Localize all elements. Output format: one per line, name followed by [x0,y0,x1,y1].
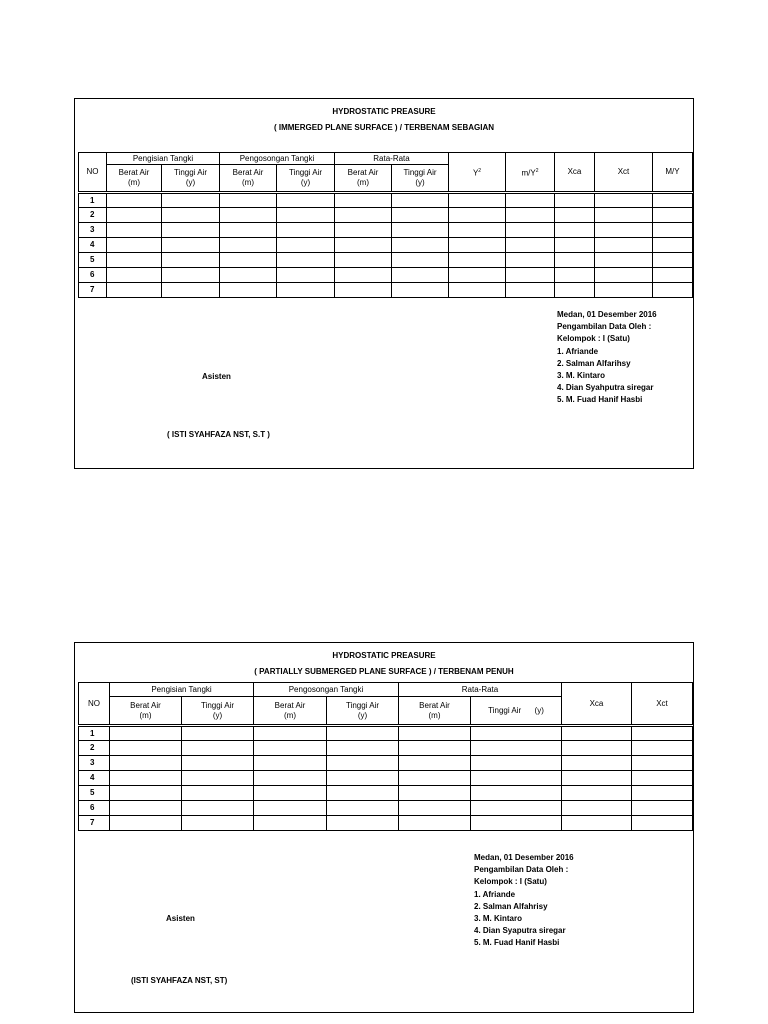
table-cell [595,253,653,268]
table-cell [595,193,653,208]
table-cell [335,268,392,283]
table-cell [182,756,254,771]
table-cell [182,771,254,786]
table-cell [471,726,562,741]
signature-block [557,309,657,407]
table-cell [562,786,632,801]
row-number: 6 [79,801,110,816]
table-cell [555,283,595,298]
table-cell [506,208,555,223]
table-cell [506,238,555,253]
table-cell [653,238,693,253]
table-cell [399,726,471,741]
table-cell [471,741,562,756]
table-cell [220,283,277,298]
asisten-label: Asisten [166,914,195,923]
table-cell [392,253,449,268]
table-cell [335,223,392,238]
table-cell [471,756,562,771]
table-cell [254,786,327,801]
asisten-name: (ISTI SYAHFAZA NST, ST) [131,976,228,985]
table-row [79,193,693,208]
table-row [79,786,693,801]
table-cell [220,193,277,208]
member-item: 2. Salman Alfarihsy [557,358,631,368]
table-cell [162,193,220,208]
header-berat-air: Berat Air (m) [399,697,471,726]
table-cell [335,253,392,268]
table-cell [110,726,182,741]
table-cell [220,253,277,268]
member-item: 2. Salman Alfahrisy [474,901,548,911]
sheet-title: HYDROSTATIC PREASURE [332,651,436,660]
signature-block [474,852,574,950]
header-tinggi-air: Tinggi Air (y) [277,165,335,193]
table-cell [595,238,653,253]
table-cell [162,253,220,268]
table-cell [110,816,182,831]
table-cell [449,238,506,253]
table-cell [277,223,335,238]
table-cell [632,741,693,756]
member-item: 5. M. Fuad Hanif Hasbi [557,395,643,405]
table-cell [392,238,449,253]
table-cell [471,786,562,801]
group-label: Kelompok : I (Satu) [557,334,630,344]
table-cell [449,268,506,283]
header-xca: Xca [555,153,595,193]
table-cell [110,801,182,816]
header-pengosongan: Pengosongan Tangki [220,153,335,165]
table-row [79,283,693,298]
table-row [79,801,693,816]
table-cell [182,816,254,831]
table-cell [471,816,562,831]
table-cell [653,283,693,298]
table-cell [254,756,327,771]
table-cell [182,801,254,816]
data-sheet-partially-submerged [74,642,694,1013]
table-cell [254,801,327,816]
table-cell [107,268,162,283]
table-row [79,771,693,786]
table-cell [632,816,693,831]
table-cell [562,771,632,786]
header-m-y: M/Y [653,153,693,193]
table-row [79,268,693,283]
header-rata-rata: Rata-Rata [399,683,562,697]
table-cell [277,193,335,208]
header-pengisian: Pengisian Tangki [110,683,254,697]
sheet-subtitle: ( PARTIALLY SUBMERGED PLANE SURFACE ) / TERBENAM PENUH [254,667,514,676]
table-cell [555,253,595,268]
row-number: 1 [79,726,110,741]
table-cell [254,816,327,831]
header-rata-rata: Rata-Rata [335,153,449,165]
table-row [79,741,693,756]
asisten-name: ( ISTI SYAHFAZA NST, S.T ) [167,430,270,439]
asisten-label: Asisten [202,372,231,381]
table-row [79,238,693,253]
table-cell [399,786,471,801]
sheet-subtitle: ( IMMERGED PLANE SURFACE ) / TERBENAM SEBAGIAN [273,123,494,132]
table-cell [277,268,335,283]
table-cell [254,726,327,741]
table-cell [392,193,449,208]
table-cell [653,253,693,268]
table-cell [327,786,399,801]
table-cell [555,223,595,238]
table-cell [110,756,182,771]
table-cell [220,268,277,283]
member-item: 4. Dian Syaputra siregar [474,926,566,936]
place-date: Medan, 01 Desember 2016 [474,853,574,862]
table-cell [220,223,277,238]
header-xct: Xct [632,683,693,726]
table-cell [392,208,449,223]
member-item: 1. Afriande [474,889,516,899]
table-row [79,816,693,831]
row-number: 4 [79,771,110,786]
table-row [79,253,693,268]
row-number: 1 [79,193,107,208]
data-table [78,152,693,298]
table-cell [327,741,399,756]
table-cell [277,208,335,223]
table-cell [162,208,220,223]
table-cell [506,223,555,238]
table-cell [399,756,471,771]
header-tinggi-air: Tinggi Air (y) [471,697,562,726]
member-item: 4. Dian Syahputra siregar [557,383,654,393]
table-cell [327,756,399,771]
table-cell [327,726,399,741]
table-cell [107,208,162,223]
row-number: 7 [79,283,107,298]
table-cell [555,268,595,283]
table-cell [392,268,449,283]
table-cell [595,268,653,283]
table-cell [335,193,392,208]
table-cell [327,801,399,816]
table-cell [595,208,653,223]
table-cell [162,223,220,238]
sheet-title: HYDROSTATIC PREASURE [332,107,436,116]
header-berat-air: Berat Air (m) [107,165,162,193]
table-cell [632,726,693,741]
table-cell [162,268,220,283]
table-cell [555,238,595,253]
row-number: 4 [79,238,107,253]
table-cell [449,283,506,298]
table-cell [562,756,632,771]
table-cell [471,801,562,816]
place-date: Medan, 01 Desember 2016 [557,310,657,319]
table-cell [595,283,653,298]
table-cell [449,253,506,268]
data-sheet-immerged [74,98,694,469]
table-cell [107,283,162,298]
table-cell [110,771,182,786]
taken-by: Pengambilan Data Oleh : [557,322,652,332]
group-label: Kelompok : I (Satu) [474,877,547,887]
table-cell [562,801,632,816]
table-cell [335,238,392,253]
table-cell [107,253,162,268]
table-cell [277,238,335,253]
table-cell [653,193,693,208]
table-row [79,726,693,741]
table-cell [399,801,471,816]
table-cell [220,238,277,253]
table-cell [277,253,335,268]
table-cell [392,223,449,238]
table-cell [399,741,471,756]
header-berat-air: Berat Air (m) [110,697,182,726]
row-number: 6 [79,268,107,283]
header-tinggi-air: Tinggi Air (y) [327,697,399,726]
row-number: 5 [79,253,107,268]
member-item: 3. M. Kintaro [474,914,523,924]
table-cell [555,208,595,223]
table-cell [182,726,254,741]
header-tinggi-air: Tinggi Air (y) [392,165,449,193]
member-item: 5. M. Fuad Hanif Hasbi [474,938,560,948]
table-cell [182,741,254,756]
table-cell [471,771,562,786]
data-table [78,682,693,831]
table-cell [399,771,471,786]
table-cell [392,283,449,298]
header-no: NO [79,153,107,193]
header-y2: $Y^2$ [449,153,506,193]
table-cell [632,786,693,801]
header-no: NO [79,683,110,726]
table-cell [449,223,506,238]
table-cell [555,193,595,208]
table-cell [449,208,506,223]
table-cell [107,223,162,238]
member-item: 3. M. Kintaro [557,371,606,381]
table-cell [182,786,254,801]
table-cell [110,786,182,801]
table-cell [562,816,632,831]
row-number: 3 [79,756,110,771]
table-row [79,223,693,238]
table-cell [110,741,182,756]
table-cell [506,268,555,283]
table-cell [632,771,693,786]
header-xct: Xct [595,153,653,193]
header-tinggi-air: Tinggi Air (y) [182,697,254,726]
table-cell [327,816,399,831]
table-cell [506,283,555,298]
table-cell [254,741,327,756]
table-cell [335,283,392,298]
table-cell [220,208,277,223]
table-cell [449,193,506,208]
table-cell [277,283,335,298]
header-berat-air: Berat Air (m) [335,165,392,193]
table-cell [653,223,693,238]
table-cell [653,268,693,283]
row-number: 2 [79,208,107,223]
table-cell [399,816,471,831]
table-row [79,756,693,771]
header-pengosongan: Pengosongan Tangki [254,683,399,697]
table-cell [632,801,693,816]
table-cell [162,283,220,298]
table-cell [506,193,555,208]
table-cell [632,756,693,771]
header-berat-air: Berat Air (m) [254,697,327,726]
row-number: 3 [79,223,107,238]
header-pengisian: Pengisian Tangki [107,153,220,165]
table-cell [653,208,693,223]
table-cell [562,726,632,741]
table-cell [107,238,162,253]
table-cell [162,238,220,253]
table-cell [254,771,327,786]
table-cell [335,208,392,223]
row-number: 5 [79,786,110,801]
member-item: 1. Afriande [557,346,599,356]
table-cell [327,771,399,786]
header-m-y2: $m/Y^2$ [506,153,555,193]
table-cell [595,223,653,238]
taken-by: Pengambilan Data Oleh : [474,865,569,875]
table-cell [506,253,555,268]
table-cell [107,193,162,208]
table-row [79,208,693,223]
row-number: 7 [79,816,110,831]
table-cell [562,741,632,756]
header-tinggi-air: Tinggi Air (y) [162,165,220,193]
header-berat-air: Berat Air (m) [220,165,277,193]
header-xca: Xca [562,683,632,726]
row-number: 2 [79,741,110,756]
